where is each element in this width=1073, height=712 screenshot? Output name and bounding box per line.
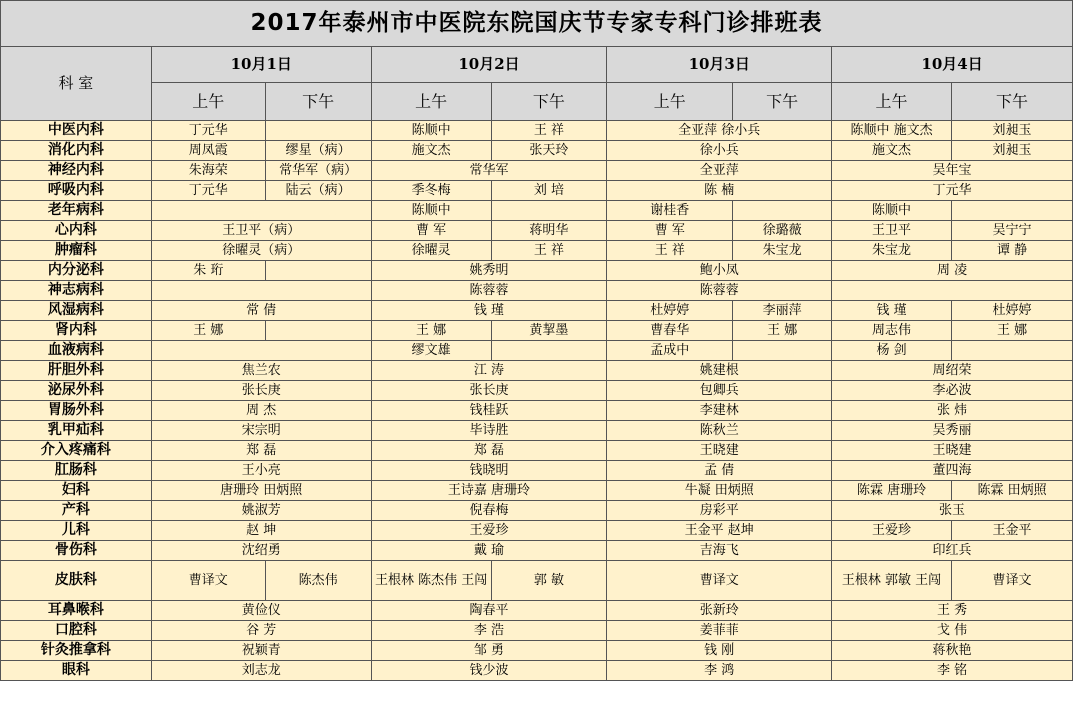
schedule-cell: 常华军 [371, 161, 607, 181]
schedule-cell: 戴 瑜 [371, 541, 607, 561]
schedule-cell: 江 涛 [371, 361, 607, 381]
table-row [1, 241, 1073, 261]
schedule-cell: 全亚萍 徐小兵 [607, 121, 832, 141]
dept-name: 血液病科 [1, 341, 152, 361]
schedule-cell: 李 浩 [371, 621, 607, 641]
table-row [1, 641, 1073, 661]
table-row [1, 381, 1073, 401]
schedule-cell: 张天玲 [491, 141, 607, 161]
schedule-cell: 张 炜 [832, 401, 1073, 421]
schedule-cell: 陶春平 [371, 601, 607, 621]
schedule-cell: 张新玲 [607, 601, 832, 621]
table-row [1, 221, 1073, 241]
dept-name: 介入疼痛科 [1, 441, 152, 461]
table-row [1, 481, 1073, 501]
date-header-1: 10月1日 [151, 47, 371, 83]
schedule-cell: 周 凌 [832, 261, 1073, 281]
schedule-cell: 徐璐薇 [733, 221, 832, 241]
schedule-cell [952, 201, 1073, 221]
schedule-cell: 姚建根 [607, 361, 832, 381]
table-row [1, 421, 1073, 441]
schedule-cell: 祝颖青 [151, 641, 371, 661]
schedule-cell: 王 娜 [952, 321, 1073, 341]
schedule-cell: 唐珊玲 田炳照 [151, 481, 371, 501]
schedule-cell: 毕诗胜 [371, 421, 607, 441]
am-header: 上午 [607, 83, 733, 121]
schedule-cell: 朱 珩 [151, 261, 265, 281]
table-row [1, 501, 1073, 521]
schedule-cell: 王 娜 [371, 321, 491, 341]
dept-name: 风湿病科 [1, 301, 152, 321]
schedule-cell: 常 倩 [151, 301, 371, 321]
dept-header: 科 室 [1, 47, 152, 121]
schedule-cell: 周凤霞 [151, 141, 265, 161]
schedule-cell: 曹春华 [607, 321, 733, 341]
schedule-cell [265, 121, 371, 141]
schedule-cell: 施文杰 [371, 141, 491, 161]
schedule-cell: 张玉 [832, 501, 1073, 521]
schedule-cell: 丁元华 [151, 121, 265, 141]
schedule-cell: 李建林 [607, 401, 832, 421]
table-row [1, 301, 1073, 321]
dept-name: 产科 [1, 501, 152, 521]
schedule-cell: 徐小兵 [607, 141, 832, 161]
dept-name: 皮肤科 [1, 561, 152, 601]
schedule-cell: 徐曜灵 [371, 241, 491, 261]
schedule-cell: 吴年宝 [832, 161, 1073, 181]
dept-name: 眼科 [1, 661, 152, 681]
schedule-cell: 朱宝龙 [733, 241, 832, 261]
table-row [1, 561, 1073, 601]
table-row [1, 181, 1073, 201]
table-row [1, 321, 1073, 341]
pm-header: 下午 [952, 83, 1073, 121]
dept-name: 骨伤科 [1, 541, 152, 561]
pm-header: 下午 [265, 83, 371, 121]
schedule-cell: 陈顺中 [371, 201, 491, 221]
date-header-4: 10月4日 [832, 47, 1073, 83]
dept-name: 中医内科 [1, 121, 152, 141]
schedule-cell: 陈顺中 [832, 201, 952, 221]
schedule-cell: 杜婷婷 [607, 301, 733, 321]
schedule-cell: 郑 磊 [371, 441, 607, 461]
schedule-cell: 蒋明华 [491, 221, 607, 241]
schedule-cell: 杜婷婷 [952, 301, 1073, 321]
schedule-cell: 王爱珍 [371, 521, 607, 541]
schedule-cell [733, 341, 832, 361]
table-row [1, 201, 1073, 221]
dept-name: 肛肠科 [1, 461, 152, 481]
schedule-cell: 姚秀明 [371, 261, 607, 281]
dept-name: 呼吸内科 [1, 181, 152, 201]
dept-name: 胃肠外科 [1, 401, 152, 421]
schedule-cell: 丁元华 [832, 181, 1073, 201]
table-row [1, 161, 1073, 181]
dept-name: 老年病科 [1, 201, 152, 221]
schedule-cell: 曹 军 [371, 221, 491, 241]
table-row [1, 661, 1073, 681]
dept-name: 消化内科 [1, 141, 152, 161]
schedule-cell: 陈杰伟 [265, 561, 371, 601]
date-header-2: 10月2日 [371, 47, 607, 83]
dept-name: 神经内科 [1, 161, 152, 181]
schedule-cell: 王卫平 [832, 221, 952, 241]
schedule-cell: 李丽萍 [733, 301, 832, 321]
schedule-cell: 孟 倩 [607, 461, 832, 481]
schedule-cell: 陈霖 唐珊玲 [832, 481, 952, 501]
table-row [1, 521, 1073, 541]
schedule-cell: 谭 静 [952, 241, 1073, 261]
table-row [1, 401, 1073, 421]
table-row [1, 341, 1073, 361]
dept-name: 针灸推拿科 [1, 641, 152, 661]
schedule-cell: 周 杰 [151, 401, 371, 421]
schedule-cell: 王晓建 [832, 441, 1073, 461]
schedule-cell: 谷 芳 [151, 621, 371, 641]
table-row [1, 361, 1073, 381]
dept-name: 儿科 [1, 521, 152, 541]
schedule-cell: 李必波 [832, 381, 1073, 401]
schedule-cell: 刘昶玉 [952, 121, 1073, 141]
schedule-cell: 陈蓉蓉 [371, 281, 607, 301]
schedule-cell: 陈霖 田炳照 [952, 481, 1073, 501]
am-header: 上午 [832, 83, 952, 121]
pm-header: 下午 [491, 83, 607, 121]
schedule-cell: 张长庚 [151, 381, 371, 401]
dept-name: 肝胆外科 [1, 361, 152, 381]
schedule-cell: 季冬梅 [371, 181, 491, 201]
dept-name: 肿瘤科 [1, 241, 152, 261]
date-header-3: 10月3日 [607, 47, 832, 83]
schedule-cell: 姚淑芳 [151, 501, 371, 521]
schedule-cell [151, 201, 371, 221]
table-row [1, 441, 1073, 461]
schedule-cell: 陆云（病） [265, 181, 371, 201]
dept-name: 乳甲疝科 [1, 421, 152, 441]
schedule-cell: 董四海 [832, 461, 1073, 481]
dept-name: 耳鼻喉科 [1, 601, 152, 621]
schedule-cell: 王爱珍 [832, 521, 952, 541]
schedule-cell: 王根林 陈杰伟 王闯 [371, 561, 491, 601]
schedule-cell: 陈顺中 施文杰 [832, 121, 952, 141]
schedule-cell [491, 341, 607, 361]
am-header: 上午 [371, 83, 491, 121]
schedule-cell: 杨 剑 [832, 341, 952, 361]
schedule-cell: 王诗嘉 唐珊玲 [371, 481, 607, 501]
schedule-cell: 宋宗明 [151, 421, 371, 441]
schedule-cell: 李 鸿 [607, 661, 832, 681]
schedule-cell [733, 201, 832, 221]
schedule-cell: 钱晓明 [371, 461, 607, 481]
schedule-cell [151, 281, 371, 301]
schedule-cell: 黄挈墨 [491, 321, 607, 341]
schedule-cell: 包卿兵 [607, 381, 832, 401]
schedule-cell: 王金平 [952, 521, 1073, 541]
schedule-cell: 王金平 赵坤 [607, 521, 832, 541]
schedule-cell [265, 261, 371, 281]
am-header: 上午 [151, 83, 265, 121]
table-row [1, 541, 1073, 561]
schedule-cell: 丁元华 [151, 181, 265, 201]
page-title: 2017年泰州市中医院东院国庆节专家专科门诊排班表 [1, 1, 1073, 47]
schedule-cell: 蒋秋艳 [832, 641, 1073, 661]
schedule-cell: 曹译文 [952, 561, 1073, 601]
schedule-cell: 黄俭仪 [151, 601, 371, 621]
table-row [1, 281, 1073, 301]
schedule-cell: 钱少波 [371, 661, 607, 681]
schedule-cell: 陈顺中 [371, 121, 491, 141]
schedule-cell: 王根林 郭敏 王闯 [832, 561, 952, 601]
dept-name: 心内科 [1, 221, 152, 241]
schedule-cell: 曹译文 [151, 561, 265, 601]
schedule-cell: 沈绍勇 [151, 541, 371, 561]
schedule-cell: 郭 敏 [491, 561, 607, 601]
schedule-cell: 刘昶玉 [952, 141, 1073, 161]
schedule-cell: 钱桂跃 [371, 401, 607, 421]
schedule-cell: 钱 瑾 [832, 301, 952, 321]
schedule-cell: 戈 伟 [832, 621, 1073, 641]
schedule-cell: 陈蓉蓉 [607, 281, 832, 301]
table-row [1, 121, 1073, 141]
dept-name: 神志病科 [1, 281, 152, 301]
schedule-cell: 陈 楠 [607, 181, 832, 201]
schedule-cell: 王 祥 [607, 241, 733, 261]
schedule-cell: 张长庚 [371, 381, 607, 401]
schedule-cell: 王 祥 [491, 121, 607, 141]
dept-name: 妇科 [1, 481, 152, 501]
schedule-cell [151, 341, 371, 361]
schedule-cell [491, 201, 607, 221]
schedule-cell: 谢桂香 [607, 201, 733, 221]
schedule-cell: 房彩平 [607, 501, 832, 521]
schedule-cell: 全亚萍 [607, 161, 832, 181]
schedule-cell: 王 娜 [151, 321, 265, 341]
table-row [1, 621, 1073, 641]
schedule-cell: 王 祥 [491, 241, 607, 261]
schedule-cell: 朱海荣 [151, 161, 265, 181]
table-row [1, 461, 1073, 481]
schedule-cell: 施文杰 [832, 141, 952, 161]
schedule-cell [952, 341, 1073, 361]
schedule-cell: 刘 培 [491, 181, 607, 201]
schedule-cell: 刘志龙 [151, 661, 371, 681]
schedule-cell: 陈秋兰 [607, 421, 832, 441]
schedule-cell: 钱 瑾 [371, 301, 607, 321]
schedule-cell: 吴秀丽 [832, 421, 1073, 441]
pm-header: 下午 [733, 83, 832, 121]
schedule-cell: 周志伟 [832, 321, 952, 341]
schedule-cell [265, 321, 371, 341]
schedule-cell: 邹 勇 [371, 641, 607, 661]
schedule-cell: 徐曜灵（病） [151, 241, 371, 261]
schedule-cell [832, 281, 1073, 301]
schedule-cell: 姜菲菲 [607, 621, 832, 641]
schedule-cell: 常华军（病） [265, 161, 371, 181]
schedule-cell: 周绍荣 [832, 361, 1073, 381]
schedule-cell: 王 娜 [733, 321, 832, 341]
table-row [1, 141, 1073, 161]
table-row [1, 601, 1073, 621]
schedule-cell: 曹 军 [607, 221, 733, 241]
dept-name: 肾内科 [1, 321, 152, 341]
schedule-cell: 李 铭 [832, 661, 1073, 681]
schedule-cell: 钱 刚 [607, 641, 832, 661]
schedule-cell: 牛凝 田炳照 [607, 481, 832, 501]
schedule-cell: 鲍小凤 [607, 261, 832, 281]
schedule-cell: 缪文雄 [371, 341, 491, 361]
schedule-cell: 印红兵 [832, 541, 1073, 561]
schedule-cell: 朱宝龙 [832, 241, 952, 261]
schedule-cell: 郑 磊 [151, 441, 371, 461]
schedule-cell: 王小亮 [151, 461, 371, 481]
schedule-cell: 孟成中 [607, 341, 733, 361]
schedule-cell: 曹译文 [607, 561, 832, 601]
schedule-cell: 王卫平（病） [151, 221, 371, 241]
dept-name: 口腔科 [1, 621, 152, 641]
schedule-cell: 焦兰农 [151, 361, 371, 381]
schedule-cell: 吴宁宁 [952, 221, 1073, 241]
dept-name: 内分泌科 [1, 261, 152, 281]
schedule-cell: 缪星（病） [265, 141, 371, 161]
dept-name: 泌尿外科 [1, 381, 152, 401]
schedule-cell: 倪春梅 [371, 501, 607, 521]
schedule-cell: 王 秀 [832, 601, 1073, 621]
schedule-cell: 王晓建 [607, 441, 832, 461]
schedule-cell: 赵 坤 [151, 521, 371, 541]
table-row [1, 261, 1073, 281]
schedule-cell: 吉海飞 [607, 541, 832, 561]
